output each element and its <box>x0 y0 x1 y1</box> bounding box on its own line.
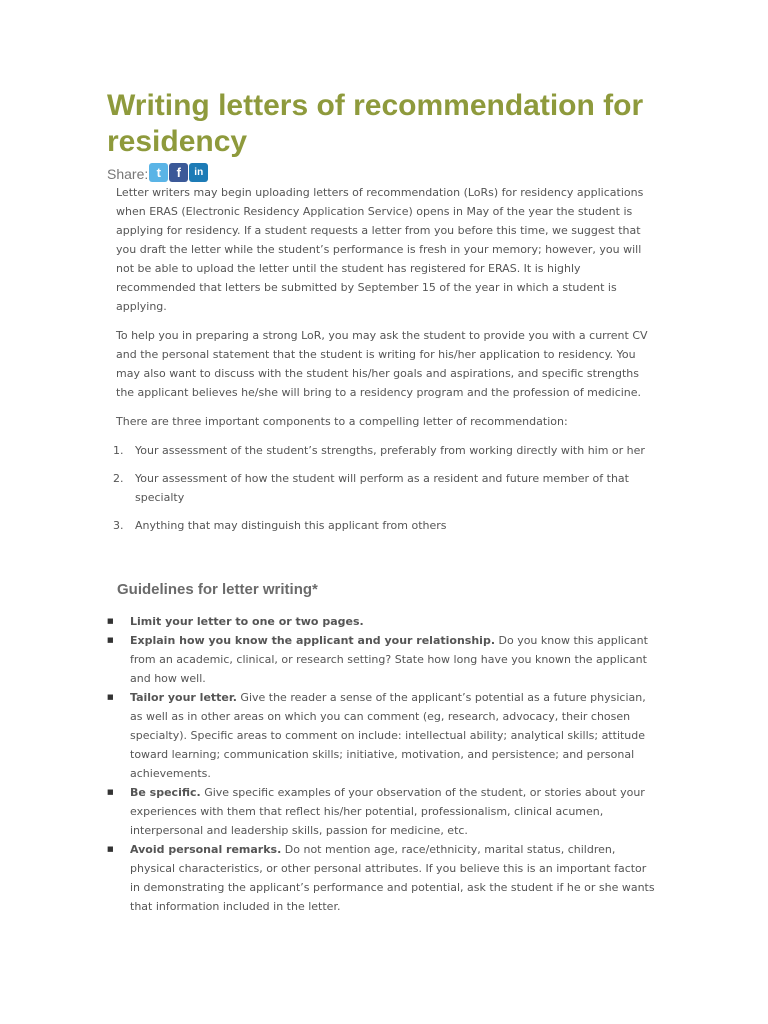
linkedin-icon[interactable]: in <box>189 163 208 182</box>
guideline-lead: Limit your letter to one or two pages. <box>130 615 364 628</box>
list-item <box>107 688 657 783</box>
list-item-text: Your assessment of the student’s strengths, preferably from working directly with him or her <box>135 444 645 457</box>
preparation-paragraph: To help you in preparing a strong LoR, you may ask the student to provide you with a current CV and the personal statement that the student is writing for his/her application to residency. You may also want to discuss with the student his/her goals and aspirations, and specific strengths the applicant believes he/she will bring to a residency program and the profession of medicine. <box>116 329 648 399</box>
facebook-icon[interactable]: f <box>169 163 188 182</box>
guideline-text: Give specific examples of your observation of the student, or stories about your experiences with them that reflect his/her potential, professionalism, clinical acumen, interpersonal and leadership skills, passion for medicine, etc. <box>130 786 645 837</box>
bullet-icon: ■ <box>107 693 114 701</box>
components-list <box>113 441 656 535</box>
page-title: Writing letters of recommendation for residency <box>107 89 644 158</box>
list-number: 1. <box>113 444 124 457</box>
list-item <box>113 516 656 535</box>
guideline-text: Give the reader a sense of the applicant’s potential as a future physician, as well as in other areas on which you can comment (eg, research, advocacy, their chosen specialty). Specific areas to comment on include: intellectual ability; analytical skills; attitude toward learning; communication skills; initiative, motivation, and persistence; and personal achievements. <box>130 691 646 780</box>
guideline-lead: Avoid personal remarks. <box>130 843 282 856</box>
guidelines-list <box>107 612 657 916</box>
bullet-icon: ■ <box>107 788 114 796</box>
list-item-text: Your assessment of how the student will perform as a resident and future member of that specialty <box>135 472 629 504</box>
bullet-icon: ■ <box>107 636 114 644</box>
twitter-icon[interactable]: t <box>149 163 168 182</box>
list-number: 2. <box>113 472 124 485</box>
list-item <box>107 631 657 688</box>
list-item <box>107 840 657 916</box>
components-intro: There are three important components to a compelling letter of recommendation: <box>116 415 568 428</box>
list-item <box>107 612 657 631</box>
guideline-lead: Be specific. <box>130 786 201 799</box>
guideline-lead: Explain how you know the applicant and your relationship. <box>130 634 495 647</box>
list-item <box>107 783 657 840</box>
guideline-lead: Tailor your letter. <box>130 691 237 704</box>
guidelines-heading: Guidelines for letter writing* <box>117 581 318 598</box>
list-item-text: Anything that may distinguish this applicant from others <box>135 519 447 532</box>
share-bar <box>107 158 209 182</box>
list-item <box>113 441 656 460</box>
intro-paragraph: Letter writers may begin uploading letters of recommendation (LoRs) for residency applications when ERAS (Electronic Residency Application Service) opens in May of the year the student is applying for residency. If a student requests a letter from you before this time, we suggest that you draft the letter while the student’s performance is fresh in your memory; however, you will not be able to upload the letter until the student has registered for ERAS. It is highly recommended that letters be submitted by September 15 of the year in which a student is applying. <box>116 186 644 313</box>
article-body <box>113 183 656 544</box>
bullet-icon: ■ <box>107 617 114 625</box>
bullet-icon: ■ <box>107 845 114 853</box>
list-item <box>113 469 656 507</box>
list-number: 3. <box>113 519 124 532</box>
guideline-text: Do not mention age, race/ethnicity, marital status, children, physical characteristics, or other personal attributes. If you believe this is an important factor in demonstrating the applicant’s performance and potential, ask the student if he or she wants that information included in the letter. <box>130 843 655 913</box>
share-label: Share: <box>107 166 149 182</box>
guideline-text: Do you know this applicant from an academic, clinical, or research setting? State how long have you known the applicant and how well. <box>130 634 648 685</box>
